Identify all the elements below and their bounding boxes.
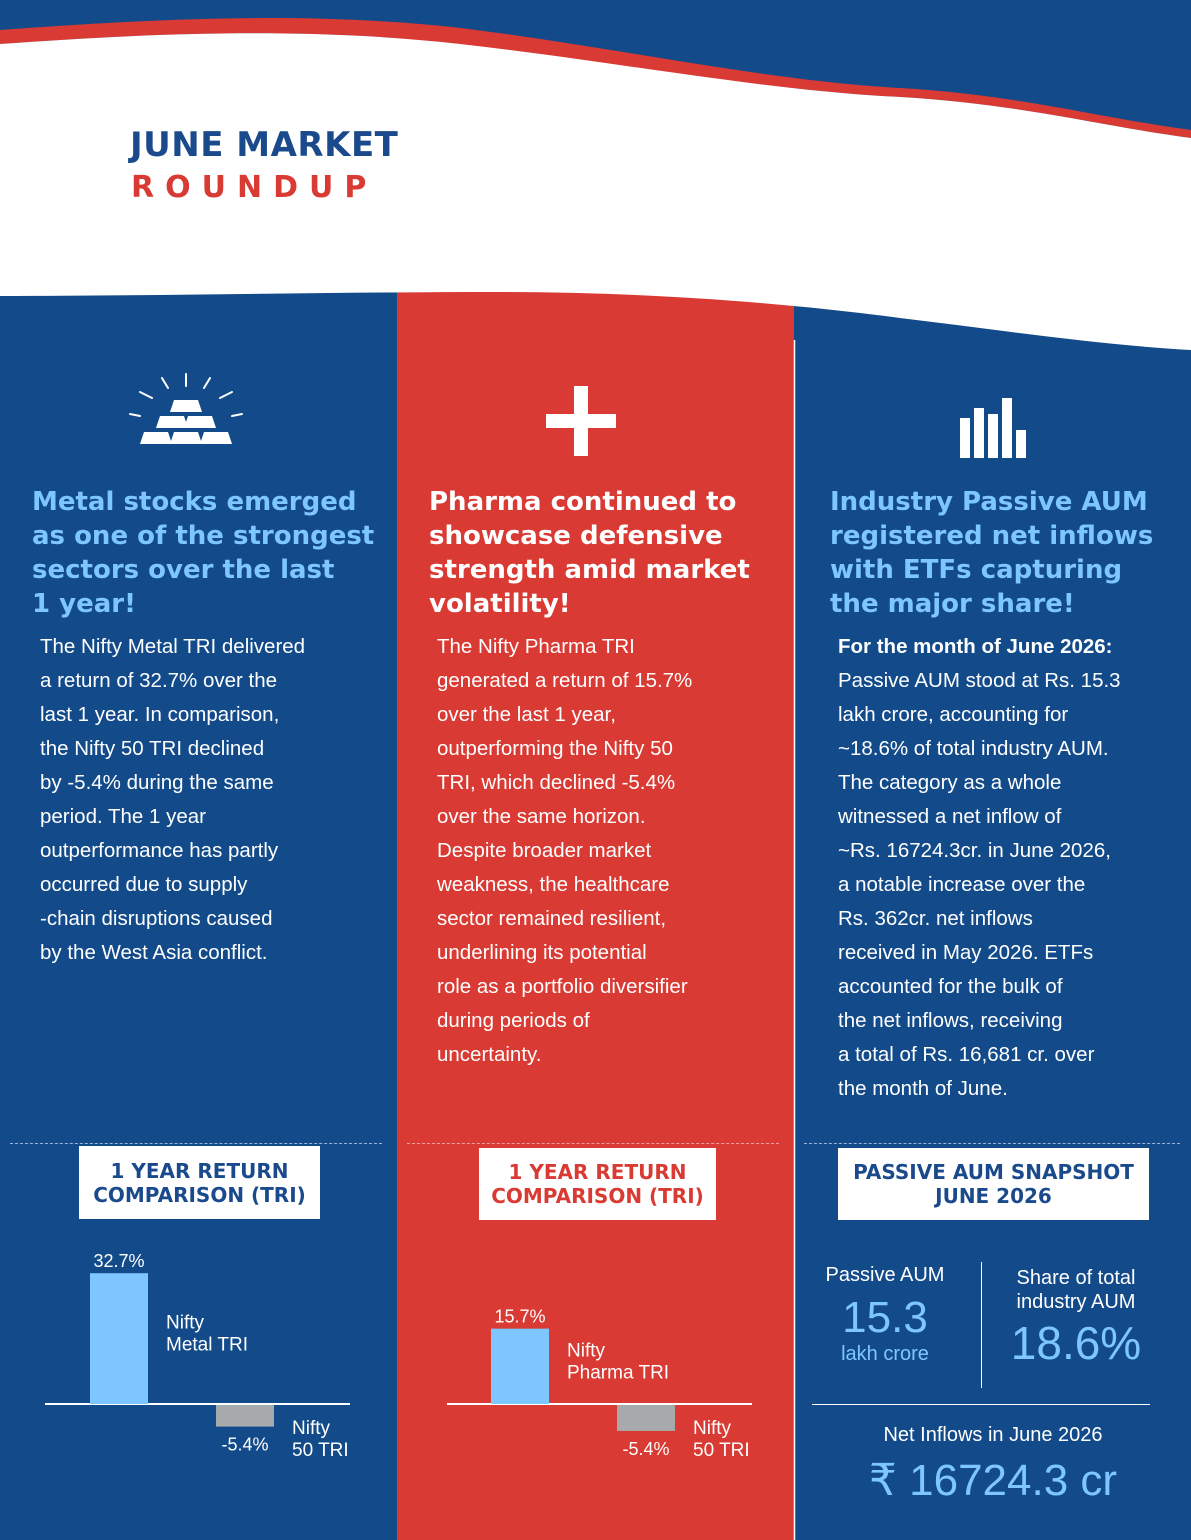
gold-bars-icon — [128, 372, 244, 446]
metal-heading-line: 1 year! — [32, 589, 136, 619]
column-pharma — [397, 0, 794, 1540]
metal-chart-label — [79, 1146, 320, 1219]
metal-body-line: period. The 1 year — [40, 805, 207, 828]
chart-category-label: Nifty — [693, 1418, 731, 1439]
aum-label: Passive AUM — [825, 1264, 945, 1286]
pharma-body-line: The Nifty Pharma TRI — [437, 635, 635, 658]
chart-data-label: -5.4% — [622, 1438, 670, 1459]
metal-heading — [32, 485, 374, 621]
inflow-label: Net Inflows in June 2026 — [883, 1424, 1103, 1446]
pharma-body-line: weakness, the healthcare — [437, 873, 670, 896]
pharma-heading-line: Pharma continued to — [429, 487, 737, 517]
chart-bar — [617, 1405, 675, 1431]
column-metal — [0, 0, 397, 1540]
column-passive-aum — [794, 0, 1191, 1540]
pharma-chart-label — [479, 1148, 716, 1220]
pharma-heading-line: strength amid market — [429, 555, 750, 585]
chart-category-label: Nifty — [567, 1340, 605, 1362]
metal-body-line: by -5.4% during the same — [40, 771, 274, 794]
chart-category-label: Nifty — [292, 1418, 330, 1439]
snapshot-label-line: PASSIVE AUM SNAPSHOT — [853, 1160, 1134, 1184]
page-title-line2: ROUNDUP — [131, 170, 378, 205]
passive-heading-line: Industry Passive AUM — [830, 487, 1148, 517]
snapshot-divider-horizontal — [812, 1404, 1150, 1405]
section-divider — [804, 1143, 1180, 1144]
snapshot-divider-vertical — [981, 1262, 982, 1388]
share-label-line: industry AUM — [1016, 1291, 1136, 1313]
passive-body-line: received in May 2026. ETFs — [838, 941, 1094, 964]
share-value: 18.6% — [1010, 1317, 1142, 1369]
metal-heading-line: sectors over the last — [32, 555, 335, 585]
chart-label-line: 1 YEAR RETURN — [508, 1160, 687, 1184]
pharma-body-line: underlining its potential — [437, 941, 647, 964]
chart-category-label: Nifty — [166, 1312, 204, 1334]
passive-body — [838, 630, 1121, 1106]
aum-value: 15.3 — [842, 1293, 928, 1342]
aum-unit: lakh crore — [841, 1343, 929, 1365]
pharma-body-line: over the last 1 year, — [437, 703, 616, 726]
metal-body-line: -chain disruptions caused — [40, 907, 273, 930]
passive-body-line: Rs. 362cr. net inflows — [838, 907, 1033, 930]
pharma-body-line: outperforming the Nifty 50 — [437, 737, 673, 760]
chart-category-label: Pharma TRI — [567, 1362, 670, 1384]
passive-body-line: Passive AUM stood at Rs. 15.3 — [838, 669, 1121, 692]
passive-heading-line: the major share! — [830, 589, 1075, 619]
metal-body-line: The Nifty Metal TRI delivered — [40, 635, 306, 658]
passive-body-line: ~Rs. 16724.3cr. in June 2026, — [838, 839, 1111, 862]
passive-body-line: accounted for the bulk of — [838, 975, 1063, 998]
pharma-body-line: over the same horizon. — [437, 805, 646, 828]
passive-body-line: witnessed a net inflow of — [838, 805, 1062, 828]
passive-snapshot-label — [838, 1148, 1149, 1220]
passive-heading-line: registered net inflows — [830, 521, 1154, 551]
pharma-return-chart — [397, 1240, 794, 1540]
pharma-body — [437, 630, 692, 1072]
section-divider — [10, 1143, 382, 1144]
pharma-body-line: sector remained resilient, — [437, 907, 667, 930]
pharma-body-line: role as a portfolio diversifier — [437, 975, 688, 998]
metal-body-line: occurred due to supply — [40, 873, 248, 896]
chart-data-label: 15.7% — [494, 1306, 546, 1327]
share-label-line: Share of total — [1016, 1267, 1136, 1289]
metal-body-line: outperformance has partly — [40, 839, 279, 862]
passive-body-line: the month of June. — [838, 1077, 1008, 1100]
chart-data-label: -5.4% — [221, 1434, 269, 1455]
medical-cross-icon — [546, 386, 616, 456]
passive-body-line: a notable increase over the — [838, 873, 1086, 896]
chart-category-label: Metal TRI — [166, 1334, 249, 1356]
metal-return-chart — [0, 1240, 397, 1540]
section-divider — [407, 1143, 779, 1144]
metal-body-line: a return of 32.7% over the — [40, 669, 278, 692]
pharma-body-line: generated a return of 15.7% — [437, 669, 693, 692]
chart-bar — [491, 1329, 549, 1404]
chart-category-label: 50 TRI — [292, 1440, 349, 1461]
pharma-heading-line: volatility! — [429, 589, 571, 619]
metal-body-line: by the West Asia conflict. — [40, 941, 268, 964]
metal-body-line: last 1 year. In comparison, — [40, 703, 280, 726]
pharma-heading — [429, 485, 750, 621]
passive-body-line: a total of Rs. 16,681 cr. over — [838, 1043, 1095, 1066]
chart-label-line: COMPARISON (TRI) — [491, 1184, 704, 1208]
pharma-body-line: Despite broader market — [437, 839, 652, 862]
chart-label-line: COMPARISON (TRI) — [93, 1182, 306, 1207]
chart-bar — [216, 1405, 274, 1427]
passive-body-line: ~18.6% of total industry AUM. — [838, 737, 1109, 760]
passive-heading-line: with ETFs capturing — [830, 555, 1123, 585]
snapshot-label-line: JUNE 2026 — [935, 1184, 1052, 1208]
chart-label-line: 1 YEAR RETURN — [110, 1158, 289, 1183]
passive-heading — [830, 485, 1153, 621]
chart-category-label: 50 TRI — [693, 1440, 750, 1461]
inflow-value: ₹ 16724.3 cr — [868, 1456, 1118, 1505]
passive-body-line: the net inflows, receiving — [838, 1009, 1063, 1032]
metal-heading-line: Metal stocks emerged — [32, 487, 357, 517]
pharma-heading-line: showcase defensive — [429, 521, 723, 551]
passive-body-line: The category as a whole — [838, 771, 1062, 794]
pharma-body-line: uncertainty. — [437, 1043, 542, 1066]
pharma-body-line: TRI, which declined -5.4% — [437, 771, 676, 794]
pharma-body-line: during periods of — [437, 1009, 590, 1032]
metal-heading-line: as one of the strongest — [32, 521, 375, 551]
chart-bar — [90, 1273, 148, 1404]
passive-body-lead: For the month of June 2026: — [838, 635, 1113, 658]
metal-body-line: the Nifty 50 TRI declined — [40, 737, 265, 760]
passive-body-line: lakh crore, accounting for — [838, 703, 1069, 726]
share-label — [992, 1266, 1160, 1314]
bar-chart-icon — [960, 398, 1027, 458]
metal-body — [40, 630, 305, 970]
page-title-line1: JUNE MARKET — [130, 125, 399, 165]
chart-data-label: 32.7% — [93, 1251, 145, 1272]
